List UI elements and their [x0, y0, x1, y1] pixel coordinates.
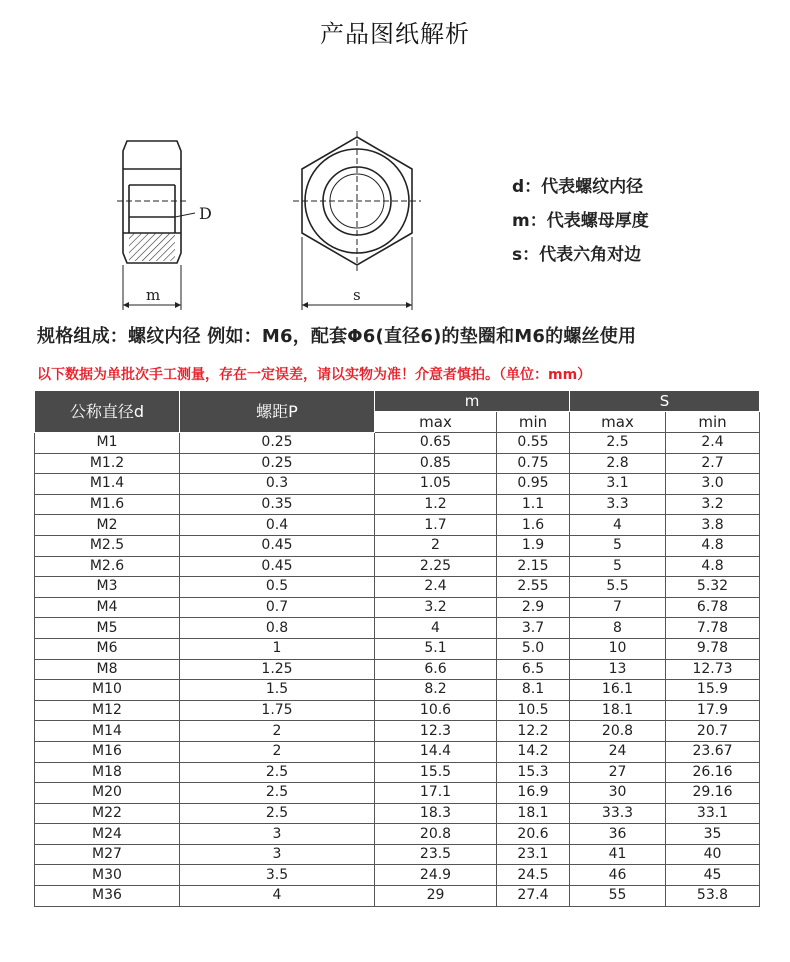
cell-s-max: 24	[570, 741, 666, 762]
cell-s-min: 40	[666, 844, 760, 865]
cell-diameter: M5	[35, 618, 180, 639]
cell-m-max: 0.65	[375, 433, 497, 454]
cell-s-min: 17.9	[666, 700, 760, 721]
cell-m-max: 3.2	[375, 597, 497, 618]
label-m: m	[146, 286, 161, 304]
cell-m-max: 17.1	[375, 783, 497, 804]
header-m-max: max	[375, 412, 497, 433]
cell-s-max: 5	[570, 556, 666, 577]
cell-pitch: 1.5	[180, 680, 375, 701]
cell-pitch: 2.5	[180, 803, 375, 824]
cell-s-min: 45	[666, 865, 760, 886]
table-row	[35, 824, 760, 845]
cell-s-max: 55	[570, 886, 666, 907]
cell-m-max: 2.25	[375, 556, 497, 577]
cell-s-max: 3.1	[570, 474, 666, 495]
cell-m-min: 2.9	[497, 597, 570, 618]
cell-m-max: 2.4	[375, 577, 497, 598]
cell-diameter: M16	[35, 741, 180, 762]
table-row	[35, 721, 760, 742]
cell-pitch: 3	[180, 824, 375, 845]
cell-s-max: 3.3	[570, 494, 666, 515]
cell-pitch: 0.3	[180, 474, 375, 495]
cell-s-min: 29.16	[666, 783, 760, 804]
table-row	[35, 741, 760, 762]
legend	[512, 170, 649, 272]
table-row	[35, 762, 760, 783]
cell-diameter: M6	[35, 638, 180, 659]
cell-pitch: 2.5	[180, 783, 375, 804]
cell-m-min: 2.15	[497, 556, 570, 577]
cell-diameter: M3	[35, 577, 180, 598]
table-row	[35, 659, 760, 680]
cell-m-max: 5.1	[375, 638, 497, 659]
cell-s-min: 23.67	[666, 741, 760, 762]
table-row	[35, 453, 760, 474]
cell-m-min: 1.1	[497, 494, 570, 515]
cell-diameter: M30	[35, 865, 180, 886]
cell-s-min: 7.78	[666, 618, 760, 639]
table-row	[35, 618, 760, 639]
cell-s-max: 16.1	[570, 680, 666, 701]
table-row	[35, 865, 760, 886]
cell-s-max: 41	[570, 844, 666, 865]
cell-diameter: M2.6	[35, 556, 180, 577]
cell-m-min: 10.5	[497, 700, 570, 721]
cell-s-max: 36	[570, 824, 666, 845]
cell-m-max: 14.4	[375, 741, 497, 762]
cell-s-min: 3.2	[666, 494, 760, 515]
cell-m-max: 1.7	[375, 515, 497, 536]
nut-side-view	[117, 141, 195, 310]
cell-s-min: 33.1	[666, 803, 760, 824]
header-s-min: min	[666, 412, 760, 433]
legend-s: s：代表六角对边	[512, 245, 642, 265]
cell-m-max: 1.05	[375, 474, 497, 495]
cell-s-min: 53.8	[666, 886, 760, 907]
cell-s-min: 2.7	[666, 453, 760, 474]
cell-pitch: 1.75	[180, 700, 375, 721]
cell-m-min: 5.0	[497, 638, 570, 659]
table-row	[35, 494, 760, 515]
cell-m-max: 0.85	[375, 453, 497, 474]
cell-pitch: 0.25	[180, 433, 375, 454]
cell-m-min: 0.55	[497, 433, 570, 454]
cell-s-max: 20.8	[570, 721, 666, 742]
cell-pitch: 0.4	[180, 515, 375, 536]
table-row	[35, 680, 760, 701]
cell-pitch: 1.25	[180, 659, 375, 680]
header-nominal-diameter: 公称直径d	[35, 391, 180, 433]
table-row	[35, 474, 760, 495]
cell-m-max: 12.3	[375, 721, 497, 742]
cell-m-min: 2.55	[497, 577, 570, 598]
cell-m-min: 12.2	[497, 721, 570, 742]
dimension-table	[34, 390, 760, 907]
cell-pitch: 0.25	[180, 453, 375, 474]
cell-s-max: 2.5	[570, 433, 666, 454]
cell-m-min: 18.1	[497, 803, 570, 824]
measurement-notice: 以下数据为单批次手工测量，存在一定误差，请以实物为准！介意者慎拍。（单位：mm）	[37, 367, 592, 383]
cell-m-max: 8.2	[375, 680, 497, 701]
legend-m: m：代表螺母厚度	[512, 211, 649, 231]
header-s: S	[570, 391, 760, 412]
cell-diameter: M18	[35, 762, 180, 783]
cell-s-max: 2.8	[570, 453, 666, 474]
cell-pitch: 0.7	[180, 597, 375, 618]
cell-diameter: M20	[35, 783, 180, 804]
cell-m-min: 16.9	[497, 783, 570, 804]
cell-s-max: 8	[570, 618, 666, 639]
cell-diameter: M14	[35, 721, 180, 742]
hex-nut-drawing	[115, 125, 435, 315]
cell-m-max: 6.6	[375, 659, 497, 680]
cell-diameter: M8	[35, 659, 180, 680]
cell-m-min: 0.75	[497, 453, 570, 474]
cell-m-max: 10.6	[375, 700, 497, 721]
cell-s-max: 4	[570, 515, 666, 536]
header-pitch: 螺距P	[180, 391, 375, 433]
nut-top-view	[293, 131, 421, 310]
table-row	[35, 844, 760, 865]
cell-pitch: 2.5	[180, 762, 375, 783]
cell-pitch: 1	[180, 638, 375, 659]
cell-s-max: 46	[570, 865, 666, 886]
table-row	[35, 886, 760, 907]
cell-m-min: 14.2	[497, 741, 570, 762]
cell-s-max: 10	[570, 638, 666, 659]
label-s: s	[353, 286, 361, 304]
cell-s-min: 35	[666, 824, 760, 845]
cell-diameter: M4	[35, 597, 180, 618]
legend-d: d：代表螺纹内径	[512, 177, 644, 197]
cell-s-max: 5.5	[570, 577, 666, 598]
table-row	[35, 577, 760, 598]
cell-pitch: 0.35	[180, 494, 375, 515]
cell-m-min: 24.5	[497, 865, 570, 886]
cell-s-min: 4.8	[666, 535, 760, 556]
cell-s-min: 26.16	[666, 762, 760, 783]
cell-m-min: 20.6	[497, 824, 570, 845]
cell-s-max: 7	[570, 597, 666, 618]
table-body	[35, 433, 760, 907]
cell-pitch: 3	[180, 844, 375, 865]
spec-description: 规格组成：螺纹内径 例如：M6，配套Φ6(直径6)的垫圈和M6的螺丝使用	[37, 326, 637, 347]
table-row	[35, 433, 760, 454]
cell-m-min: 0.95	[497, 474, 570, 495]
cell-diameter: M2.5	[35, 535, 180, 556]
cell-s-min: 2.4	[666, 433, 760, 454]
cell-s-min: 15.9	[666, 680, 760, 701]
label-d: D	[199, 204, 212, 223]
cell-diameter: M10	[35, 680, 180, 701]
cell-diameter: M1.4	[35, 474, 180, 495]
cell-m-min: 8.1	[497, 680, 570, 701]
cell-pitch: 2	[180, 721, 375, 742]
header-m: m	[375, 391, 570, 412]
table-row	[35, 515, 760, 536]
cell-diameter: M1.6	[35, 494, 180, 515]
page-title: 产品图纸解析	[320, 20, 470, 48]
cell-pitch: 0.8	[180, 618, 375, 639]
cell-diameter: M36	[35, 886, 180, 907]
cell-diameter: M24	[35, 824, 180, 845]
header-m-min: min	[497, 412, 570, 433]
cell-pitch: 0.45	[180, 535, 375, 556]
cell-s-max: 5	[570, 535, 666, 556]
cell-s-min: 5.32	[666, 577, 760, 598]
cell-pitch: 2	[180, 741, 375, 762]
table-row	[35, 535, 760, 556]
cell-m-min: 1.9	[497, 535, 570, 556]
cell-pitch: 4	[180, 886, 375, 907]
cell-m-min: 3.7	[497, 618, 570, 639]
header-s-max: max	[570, 412, 666, 433]
cell-m-min: 15.3	[497, 762, 570, 783]
cell-m-max: 1.2	[375, 494, 497, 515]
cell-diameter: M2	[35, 515, 180, 536]
cell-diameter: M1	[35, 433, 180, 454]
cell-s-min: 12.73	[666, 659, 760, 680]
cell-m-min: 27.4	[497, 886, 570, 907]
table-row	[35, 597, 760, 618]
table-row	[35, 803, 760, 824]
cell-s-max: 13	[570, 659, 666, 680]
cell-m-max: 15.5	[375, 762, 497, 783]
cell-diameter: M12	[35, 700, 180, 721]
cell-m-min: 1.6	[497, 515, 570, 536]
cell-s-max: 33.3	[570, 803, 666, 824]
cell-m-min: 6.5	[497, 659, 570, 680]
table-row	[35, 783, 760, 804]
cell-s-min: 9.78	[666, 638, 760, 659]
cell-m-max: 29	[375, 886, 497, 907]
cell-m-max: 2	[375, 535, 497, 556]
cell-diameter: M27	[35, 844, 180, 865]
cell-diameter: M22	[35, 803, 180, 824]
cell-s-max: 18.1	[570, 700, 666, 721]
cell-s-min: 6.78	[666, 597, 760, 618]
cell-m-max: 24.9	[375, 865, 497, 886]
table-row	[35, 700, 760, 721]
cell-m-max: 4	[375, 618, 497, 639]
cell-pitch: 0.5	[180, 577, 375, 598]
cell-s-min: 3.8	[666, 515, 760, 536]
cell-s-min: 3.0	[666, 474, 760, 495]
cell-m-max: 20.8	[375, 824, 497, 845]
cell-m-max: 23.5	[375, 844, 497, 865]
cell-diameter: M1.2	[35, 453, 180, 474]
cell-pitch: 0.45	[180, 556, 375, 577]
cell-s-min: 20.7	[666, 721, 760, 742]
cell-s-max: 27	[570, 762, 666, 783]
cell-s-max: 30	[570, 783, 666, 804]
cell-pitch: 3.5	[180, 865, 375, 886]
table-row	[35, 556, 760, 577]
cell-m-min: 23.1	[497, 844, 570, 865]
table-row	[35, 638, 760, 659]
cell-s-min: 4.8	[666, 556, 760, 577]
cell-m-max: 18.3	[375, 803, 497, 824]
